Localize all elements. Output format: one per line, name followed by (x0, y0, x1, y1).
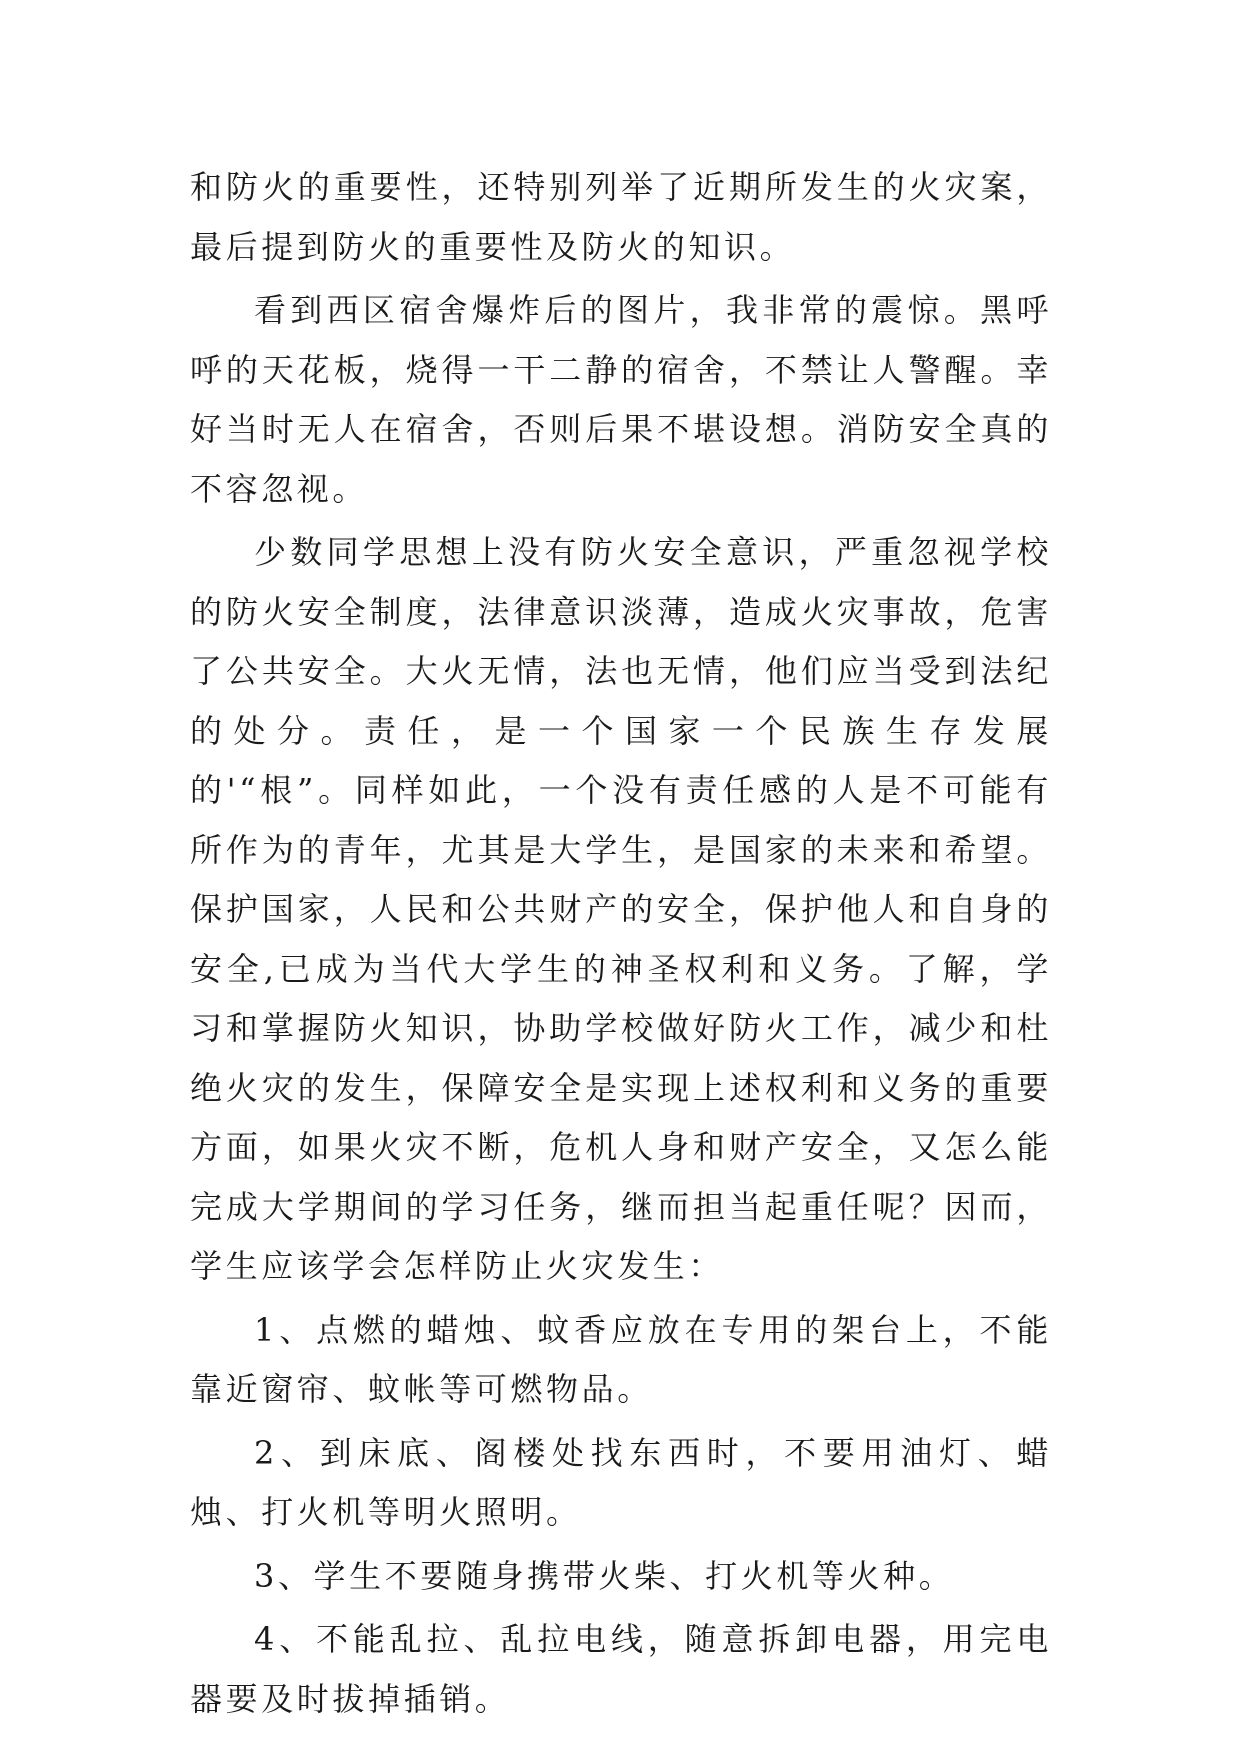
paragraph-dorm-explosion: 看到西区宿舍爆炸后的图片，我非常的震惊。黑呼呼的天花板，烧得一干二静的宿舍，不禁让人警醒。幸好当时无人在宿舍，否则后果不堪设想。消防安全真的不容忽视。 (190, 291, 1052, 508)
list-item-1: 1、点燃的蜡烛、蚊香应放在专用的架台上，不能靠近窗帘、蚊帐等可燃物品。 (190, 1310, 1052, 1408)
list-item-4: 4、不能乱拉、乱拉电线，随意拆卸电器，用完电器要及时拔掉插销。 (190, 1620, 1052, 1718)
paragraph-continuation: 和防火的重要性，还特别列举了近期所发生的火灾案，最后提到防火的重要性及防火的知识。 (190, 168, 1052, 266)
list-item-3: 3、学生不要随身携带火柴、打火机等火种。 (254, 1556, 955, 1595)
list-item-2: 2、到床底、阁楼处找东西时，不要用油灯、蜡烛、打火机等明火照明。 (190, 1433, 1052, 1531)
document-page (190, 158, 1052, 1733)
paragraph-fire-safety-awareness: 少数同学思想上没有防火安全意识，严重忽视学校的防火安全制度，法律意识淡薄，造成火灾事故，危害了公共安全。大火无情，法也无情，他们应当受到法纪的处分。责任，是一个国家一个民族生存发展的'“根”。同样如此，一个没有责任感的人是不可能有所作为的青年，尤其是大学生，是国家的未来和希望。保护国家，人民和公共财产的安全，保护他人和自身的安全,已成为当代大学生的神圣权利和义务。了解，学习和掌握防火知识，协助学校做好防火工作，减少和杜绝火灾的发生，保障安全是实现上述权利和义务的重要方面，如果火灾不断，危机人身和财产安全，又怎么能完成大学期间的学习任务，继而担当起重任呢？因而，学生应该学会怎样防止火灾发生： (190, 533, 1052, 1285)
